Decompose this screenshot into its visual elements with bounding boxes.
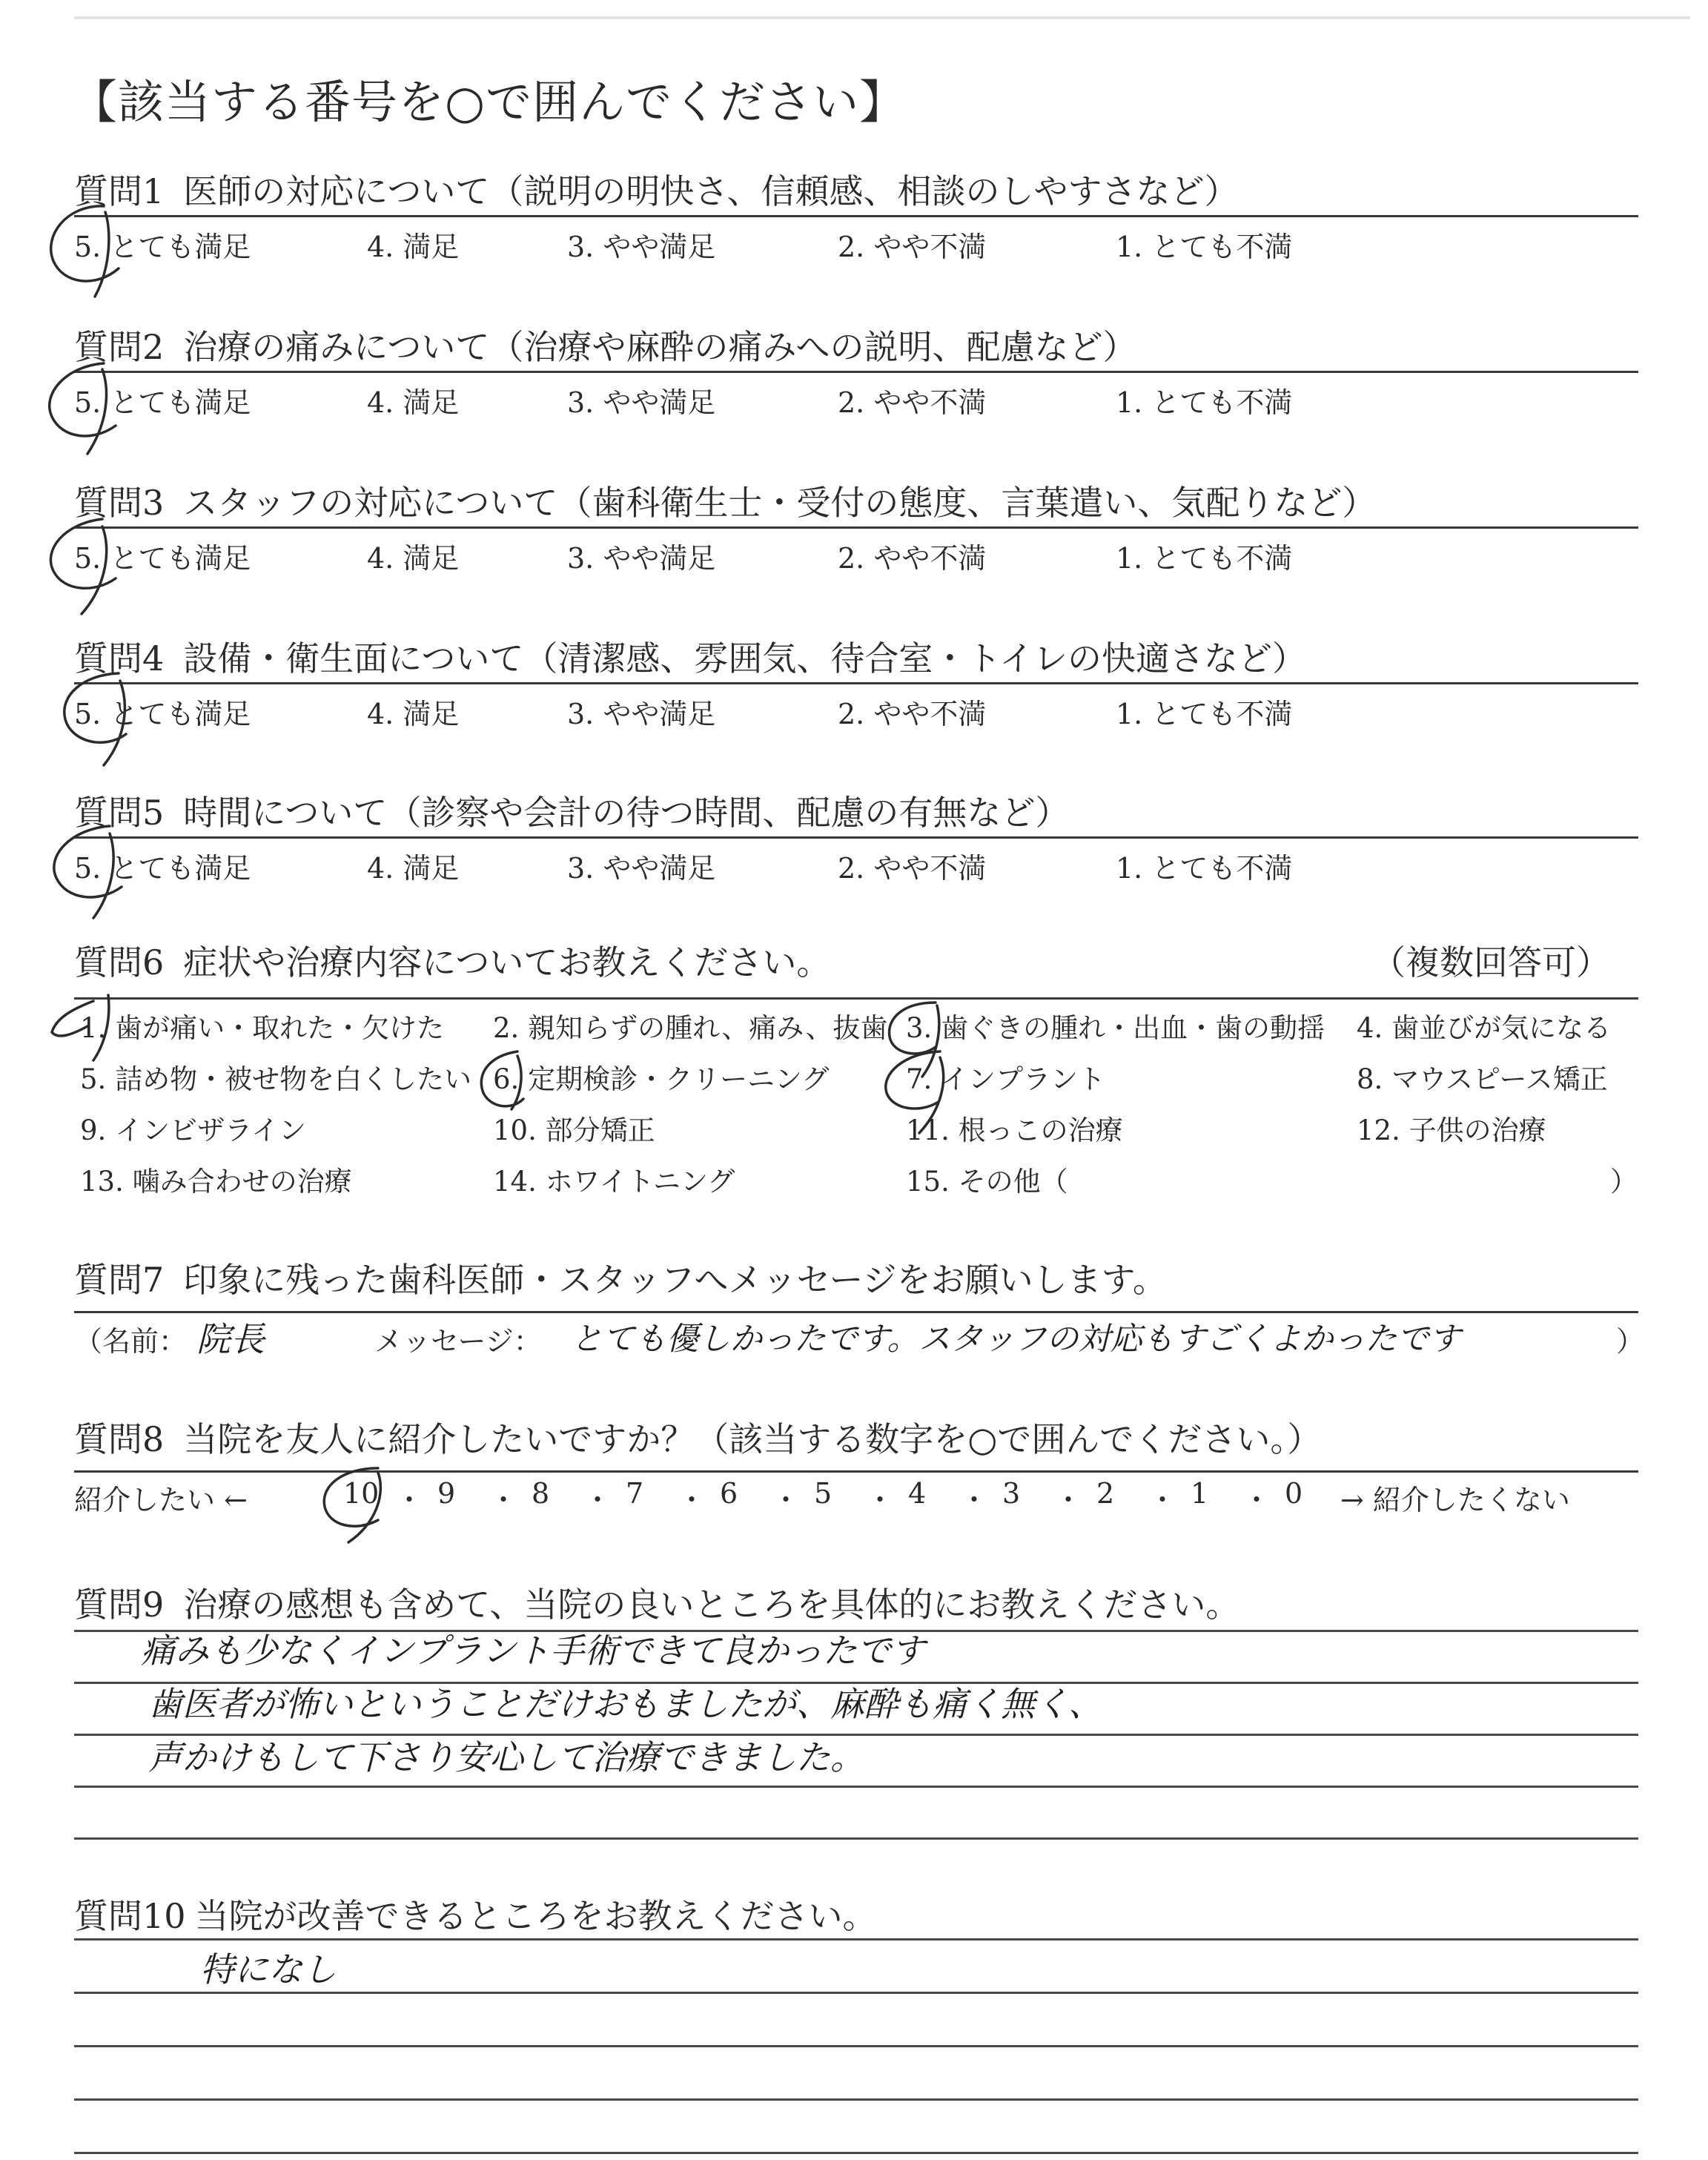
q9-heading	[74, 1578, 1239, 1627]
q1-option-5[interactable]: 5. とても満足	[74, 231, 251, 263]
q7-message-value[interactable]: とても優しかったです。スタッフの対応もすごくよかったです	[571, 1321, 1461, 1358]
q6-option-9[interactable]: 9. インビザライン	[80, 1114, 306, 1146]
q3-option-5[interactable]: 5. とても満足	[74, 542, 251, 575]
q1-option-4[interactable]: 4. 満足	[367, 231, 460, 263]
q8-scale-9[interactable]: 9	[437, 1477, 456, 1510]
q10-line-2	[74, 1992, 1638, 1994]
q2-option-2[interactable]: 2. やや不満	[838, 386, 987, 419]
q8-scale-1[interactable]: 1	[1191, 1477, 1209, 1510]
q8-scale-6[interactable]: 6	[720, 1477, 738, 1510]
q6-option-2[interactable]: 2. 親知らずの腫れ、痛み、抜歯	[493, 1012, 888, 1044]
q9-answer-line-3[interactable]: 声かけもして下さり安心して治療できました。	[148, 1737, 864, 1777]
q8-right-label: → 紹介したくない	[1340, 1484, 1570, 1516]
q6-option-8[interactable]: 8. マウスピース矯正	[1357, 1063, 1608, 1095]
q6-option-6[interactable]: 6. 定期検診・クリーニング	[493, 1063, 830, 1095]
q8-left-label: 紹介したい ←	[74, 1484, 248, 1516]
q7-message-label: メッセージ：	[374, 1325, 542, 1358]
q1-rule	[74, 215, 1638, 217]
q5-text: 時間について（診察や会計の待つ時間、配慮の有無など）	[183, 793, 1070, 833]
q8-text: 当院を友人に紹介したいですか？（該当する数字を○で囲んでください。）	[183, 1419, 1322, 1459]
q8-scale-separator: ・	[960, 1484, 989, 1516]
q7-rule	[74, 1311, 1638, 1313]
q6-option-10[interactable]: 10. 部分矯正	[493, 1114, 655, 1146]
q5-label: 質問5	[74, 793, 165, 833]
q8-scale-5[interactable]: 5	[814, 1477, 833, 1510]
q1-option-2[interactable]: 2. やや不満	[838, 231, 987, 263]
q1-option-3[interactable]: 3. やや満足	[567, 231, 716, 263]
q2-heading	[74, 320, 1136, 369]
q6-option-1[interactable]: 1. 歯が痛い・取れた・欠けた	[80, 1012, 445, 1044]
q4-rule	[74, 682, 1638, 684]
q7-label: 質問7	[74, 1260, 165, 1300]
q1-heading	[74, 165, 1239, 214]
q10-text: 当院が改善できるところをお教えください。	[194, 1896, 877, 1936]
q10-line-4	[74, 2098, 1638, 2101]
q2-text: 治療の痛みについて（治療や麻酔の痛みへの説明、配慮など）	[183, 327, 1137, 367]
q5-option-2[interactable]: 2. やや不満	[838, 852, 987, 885]
q4-option-3[interactable]: 3. やや満足	[567, 698, 716, 730]
q2-option-1[interactable]: 1. とても不満	[1116, 386, 1293, 419]
q8-scale-separator: ・	[866, 1484, 895, 1516]
q3-text: スタッフの対応について（歯科衛生士・受付の態度、言葉遣い、気配りなど）	[183, 483, 1377, 523]
q5-option-5[interactable]: 5. とても満足	[74, 852, 251, 885]
q1-label: 質問1	[74, 171, 165, 211]
q8-scale-2[interactable]: 2	[1096, 1477, 1115, 1510]
q5-heading	[74, 786, 1069, 835]
q8-scale-separator: ・	[1054, 1484, 1083, 1516]
q8-scale-separator: ・	[772, 1484, 801, 1516]
q10-line-5	[74, 2152, 1638, 2154]
q9-label: 質問9	[74, 1585, 165, 1625]
q9-line-4	[74, 1786, 1638, 1788]
top-edge-line	[74, 16, 1690, 19]
q10-label: 質問10	[74, 1896, 186, 1936]
q6-option-4[interactable]: 4. 歯並びが気になる	[1357, 1012, 1612, 1044]
q8-scale-3[interactable]: 3	[1002, 1477, 1021, 1510]
q3-option-4[interactable]: 4. 満足	[367, 542, 460, 575]
q8-rule	[74, 1470, 1638, 1473]
q8-scale-separator: ・	[1242, 1484, 1271, 1516]
q8-scale-separator: ・	[1148, 1484, 1177, 1516]
q9-text: 治療の感想も含めて、当院の良いところを具体的にお教えください。	[183, 1585, 1240, 1625]
q10-line-1	[74, 1938, 1638, 1941]
q6-other-close-paren: ）	[1610, 1166, 1638, 1198]
q5-option-1[interactable]: 1. とても不満	[1116, 852, 1293, 885]
q4-option-4[interactable]: 4. 満足	[367, 698, 460, 730]
q8-scale-separator: ・	[583, 1484, 612, 1516]
q4-text: 設備・衛生面について（清潔感、雰囲気、待合室・トイレの快適さなど）	[183, 638, 1307, 678]
q6-option-5[interactable]: 5. 詰め物・被せ物を白くしたい	[80, 1063, 472, 1095]
q4-option-5[interactable]: 5. とても満足	[74, 698, 251, 730]
q2-option-5[interactable]: 5. とても満足	[74, 386, 251, 419]
q3-option-1[interactable]: 1. とても不満	[1116, 542, 1293, 575]
q8-scale-0[interactable]: 0	[1285, 1477, 1303, 1510]
q1-text: 医師の対応について（説明の明快さ、信頼感、相談のしやすさなど）	[183, 171, 1239, 211]
q2-label: 質問2	[74, 327, 165, 367]
q8-scale-separator: ・	[395, 1484, 424, 1516]
q8-label: 質問8	[74, 1419, 165, 1459]
q6-option-3[interactable]: 3. 歯ぐきの腫れ・出血・歯の動揺	[906, 1012, 1325, 1044]
instruction-title: 【該当する番号を○で囲んでください】	[71, 75, 907, 129]
q4-label: 質問4	[74, 638, 165, 678]
q6-text: 症状や治療内容についてお教えください。	[183, 942, 831, 982]
q6-option-11[interactable]: 11. 根っこの治療	[906, 1114, 1123, 1146]
q9-answer-line-1[interactable]: 痛みも少なくインプラント手術できて良かったです	[141, 1631, 925, 1671]
q10-line-3	[74, 2045, 1638, 2047]
q6-option-12[interactable]: 12. 子供の治療	[1357, 1114, 1546, 1146]
q3-option-3[interactable]: 3. やや満足	[567, 542, 716, 575]
q6-option-15[interactable]: 15. その他（	[906, 1166, 1068, 1198]
q5-rule	[74, 836, 1638, 839]
q8-scale-7[interactable]: 7	[626, 1477, 644, 1510]
q6-option-13[interactable]: 13. 噛み合わせの治療	[80, 1166, 352, 1198]
q6-rule	[74, 997, 1638, 1000]
q10-heading	[74, 1889, 877, 1938]
q8-scale-10[interactable]: 10	[343, 1477, 380, 1510]
q4-option-1[interactable]: 1. とても不満	[1116, 698, 1293, 730]
q8-scale-separator: ・	[678, 1484, 706, 1516]
q10-answer-line-1[interactable]: 特になし	[200, 1949, 337, 1989]
q3-heading	[74, 476, 1376, 525]
q5-option-3[interactable]: 3. やや満足	[567, 852, 716, 885]
q8-scale-4[interactable]: 4	[908, 1477, 927, 1510]
q1-option-1[interactable]: 1. とても不満	[1116, 231, 1293, 263]
q4-option-2[interactable]: 2. やや不満	[838, 698, 987, 730]
q8-scale-8[interactable]: 8	[532, 1477, 550, 1510]
q6-option-14[interactable]: 14. ホワイトニング	[493, 1166, 735, 1198]
q3-rule	[74, 526, 1638, 529]
q8-heading	[74, 1413, 1321, 1462]
q2-option-4[interactable]: 4. 満足	[367, 386, 460, 419]
q5-option-4[interactable]: 4. 満足	[367, 852, 460, 885]
q6-note: （複数回答可）	[1371, 942, 1610, 982]
q7-heading	[74, 1253, 1167, 1302]
q3-label: 質問3	[74, 483, 165, 523]
q6-option-7[interactable]: 7. インプラント	[906, 1063, 1106, 1095]
q7-text: 印象に残った歯科医師・スタッフへメッセージをお願いします。	[183, 1260, 1167, 1300]
q8-scale-separator: ・	[489, 1484, 518, 1516]
q2-rule	[74, 371, 1638, 373]
q9-answer-line-2[interactable]: 歯医者が怖いということだけおもましたが、麻酔も痛く無く、	[148, 1684, 1103, 1724]
q7-name-value[interactable]: 院長	[196, 1319, 265, 1359]
q6-label: 質問6	[74, 942, 165, 982]
q4-heading	[74, 632, 1306, 681]
q7-close-paren: ）	[1616, 1325, 1645, 1358]
q3-option-2[interactable]: 2. やや不満	[838, 542, 987, 575]
q6-heading	[74, 936, 830, 985]
q2-option-3[interactable]: 3. やや満足	[567, 386, 716, 419]
q9-line-5	[74, 1837, 1638, 1840]
q7-name-label: （名前：	[74, 1325, 188, 1358]
